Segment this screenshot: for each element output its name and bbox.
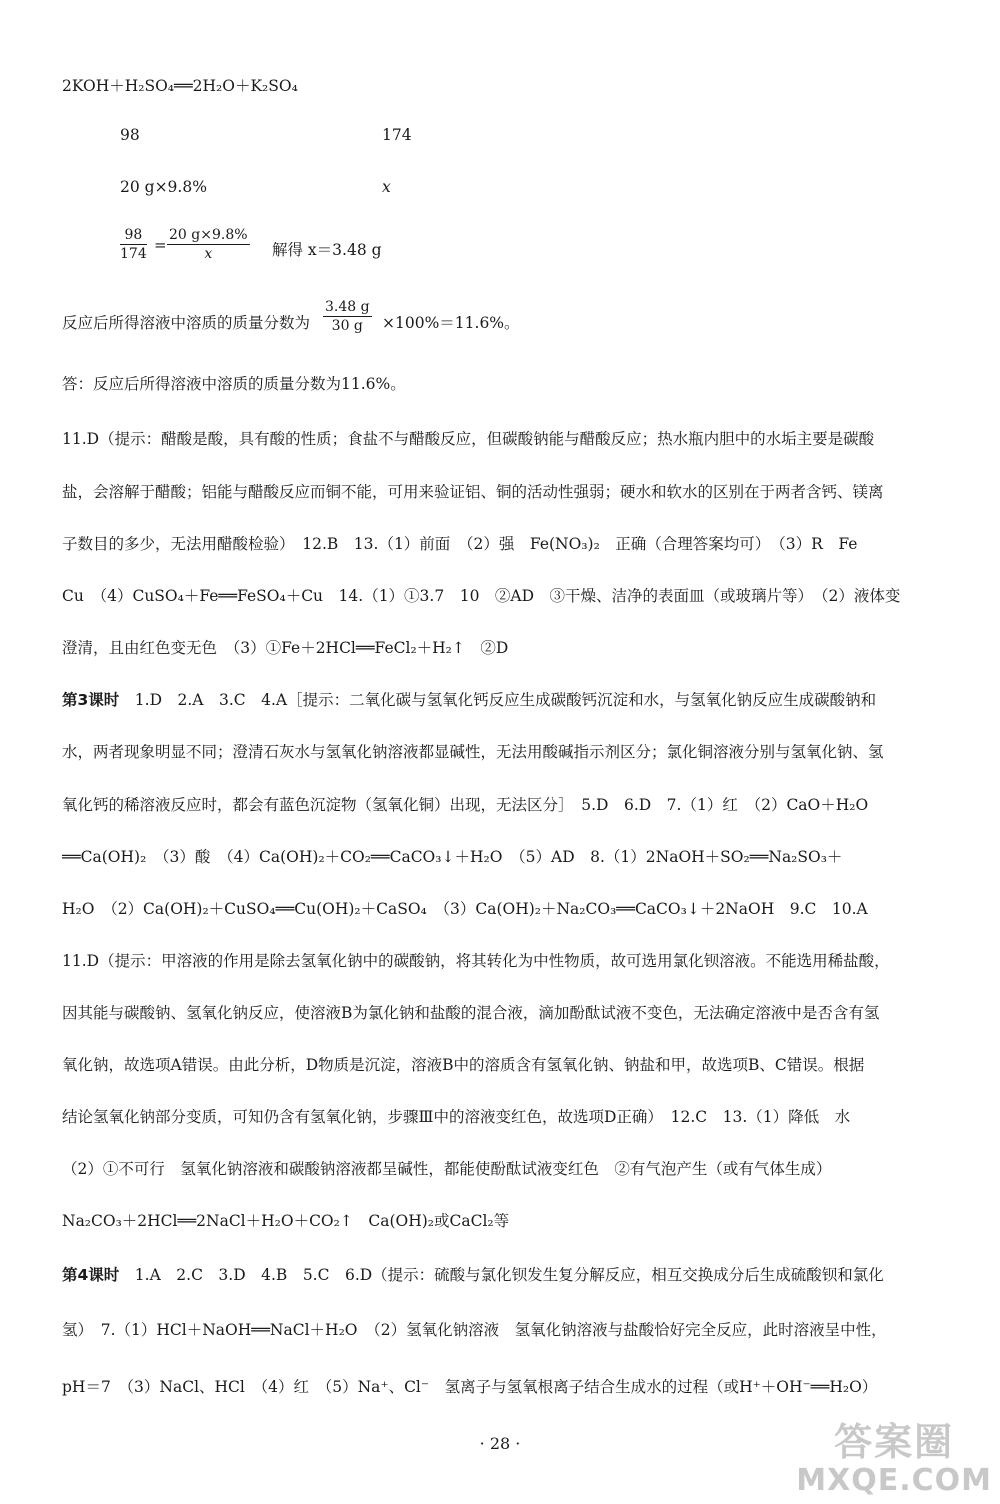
- text-line: 氢） 7.（1）HCl＋NaOH══NaCl＋H₂O （2）氢氧化钠溶液 氢氧化钠溶液与盐酸恰好完全反应，此时溶液呈中性，: [62, 1321, 887, 1339]
- mass-koh: 20 g×9.8%: [120, 178, 207, 196]
- text-line: 澄清，且由红色变无色 （3）①Fe＋2HCl══FeCl₂＋H₂↑ ②D: [62, 639, 509, 657]
- text-line: 氧化钙的稀溶液反应时，都会有蓝色沉淀物（氢氧化铜）出现，无法区分］ 5.D 6.D 7.（1）红 （2）CaO＋H₂O: [62, 796, 869, 814]
- text-line: 因其能与碳酸钠、氢氧化钠反应，使溶液B为氯化钠和盐酸的混合液，滴加酚酞试液不变色，无法确定溶液中是否含有氢: [62, 1004, 880, 1022]
- text-line: 水，两者现象明显不同；澄清石灰水与氢氧化钠溶液都显碱性，无法用酸碱指示剂区分；氯化铜溶液分别与氢氧化钠、氢: [62, 743, 884, 761]
- lesson4-heading: 第4课时: [62, 1266, 120, 1284]
- text-line: 子数目的多少，无法用醋酸检验） 12.B 13.（1）前面 （2）强 Fe(NO₃)₂ 正确（合理答案均可） （3）R Fe: [62, 535, 858, 553]
- page-number: · 28 ·: [479, 1434, 521, 1453]
- mass-row: [120, 177, 1000, 197]
- text-line: Na₂CO₃＋2HCl══2NaCl＋H₂O＋CO₂↑ Ca(OH)₂或CaCl₂等: [62, 1212, 510, 1230]
- text-line: Cu （4）CuSO₄＋Fe══FeSO₄＋Cu 14.（1）①3.7 10 ②AD ③干燥、洁净的表面皿（或玻璃片等） （2）液体变: [62, 587, 901, 605]
- text-line: 11.D（提示：醋酸是酸，具有酸的性质；食盐不与醋酸反应，但碳酸钠能与醋酸反应；热水瓶内胆中的水垢主要是碳酸: [62, 430, 875, 448]
- text-line: （2）①不可行 氢氧化钠溶液和碳酸钠溶液都呈碱性，都能使酚酞试液变红色 ②有气泡产生（或有气体生成）: [62, 1160, 832, 1178]
- lesson4-first-line: 第4课时 1.A 2.C 3.D 4.B 5.C 6.D（提示：硫酸与氯化钡发生复分解反应，相互交换成分后生成硫酸钡和氯化: [62, 1266, 884, 1284]
- solve-result: 解得 x＝3.48 g: [272, 241, 382, 259]
- text-line: 氧化钠，故选项A错误。由此分析，D物质是沉淀，溶液B中的溶质含有氢氧化钠、钠盐和甲，故选项B、C错误。根据: [62, 1056, 865, 1074]
- text-line: H₂O （2）Ca(OH)₂＋CuSO₄══Cu(OH)₂＋CaSO₄ （3）Ca(OH)₂＋Na₂CO₃══CaCO₃↓＋2NaOH 9.C 10.A: [62, 900, 868, 918]
- text-line: 11.D（提示：甲溶液的作用是除去氢氧化钠中的碳酸钠，将其转化为中性物质，故可选用氯化钡溶液。不能选用稀盐酸，: [62, 952, 890, 970]
- text-line: ══Ca(OH)₂ （3）酸 （4）Ca(OH)₂＋CO₂══CaCO₃↓＋H₂O （5）AD 8.（1）2NaOH＋SO₂══Na₂SO₃＋: [62, 848, 843, 866]
- ratio-left-fraction: $\frac{98}{174}$: [120, 227, 147, 262]
- text-line: 结论氢氧化钠部分变质，可知仍含有氢氧化钠，步骤Ⅲ中的溶液变红色，故选项D正确） 12.C 13.（1）降低 水: [62, 1108, 851, 1126]
- lesson3-heading: 第3课时: [62, 691, 120, 709]
- answer-line: 答：反应后所得溶液中溶质的质量分数为11.6%。: [62, 375, 406, 393]
- molar-mass-k2so4: 174: [382, 126, 412, 144]
- mass-fraction-fraction: $\frac{3.48 g}{30 g}$: [325, 299, 370, 334]
- ratio-equals: =: [154, 236, 167, 254]
- reaction-equation: 2KOH＋H₂SO₄══2H₂O＋K₂SO₄: [62, 77, 298, 95]
- watermark-logo: 答案圈 MXQE.COM: [796, 1420, 992, 1498]
- mass-unknown: x: [382, 178, 391, 196]
- molar-mass-row: [120, 125, 1000, 145]
- molar-mass-koh: 98: [120, 126, 140, 144]
- mass-fraction-prefix: 反应后所得溶液中溶质的质量分数为: [62, 314, 311, 332]
- text-line: 盐，会溶解于醋酸；铝能与醋酸反应而铜不能，可用来验证铝、铜的活动性强弱；硬水和软水的区别在于两者含钙、镁离: [62, 483, 884, 501]
- mass-fraction-suffix: ×100%＝11.6%。: [382, 314, 520, 332]
- ratio-right-fraction: $\frac{20 g\times 9.8\%}{x}$: [169, 227, 248, 262]
- lesson3-first-line: 第3课时 1.D 2.A 3.C 4.A［提示：二氧化碳与氢氧化钙反应生成碳酸钙沉淀和水，与氢氧化钠反应生成碳酸钠和: [62, 691, 877, 709]
- text-line: pH＝7 （3）NaCl、HCl （4）红 （5）Na⁺、Cl⁻ 氢离子与氢氧根离子结合生成水的过程（或H⁺＋OH⁻══H₂O）: [62, 1378, 878, 1396]
